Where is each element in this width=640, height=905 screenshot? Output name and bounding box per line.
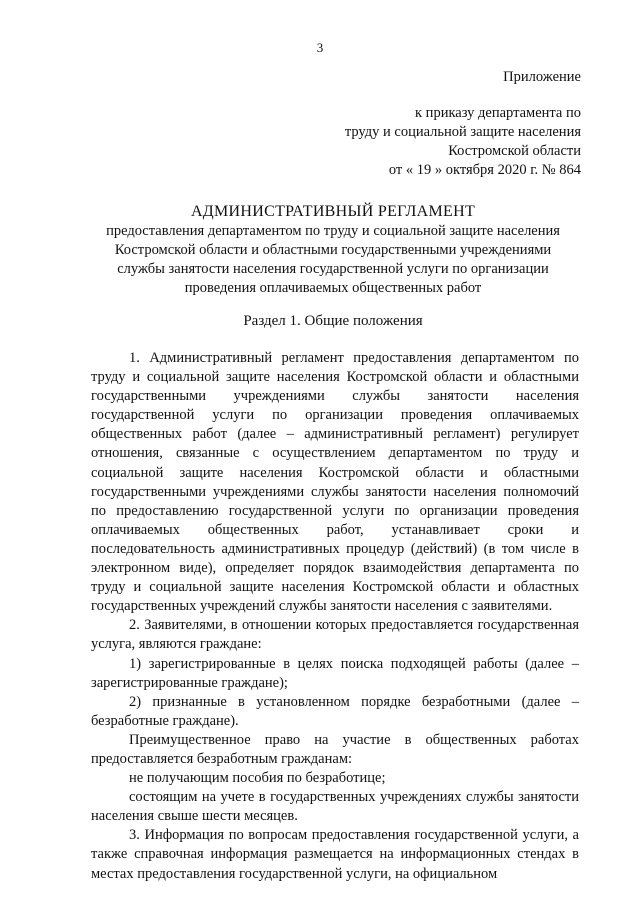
list-item: состоящим на учете в государственных учреждениях службы занятости населения свыше шести месяцев. [91, 789, 579, 825]
appendix-heading: Приложение [503, 69, 581, 85]
title-block [80, 202, 586, 298]
approval-line: к приказу департамента по [415, 105, 581, 121]
list-item: 1) зарегистрированные в целях поиска подходящей работы (далее – зарегистрированные граждане); [91, 655, 579, 691]
paragraph: 3. Информация по вопросам предоставления государственной услуги, а также справочная информация размещается на информационных стендах в местах предоставления государственной услуги, на официальном [91, 827, 579, 882]
paragraph: 1. Административный регламент предоставления департаментом по труду и социальной защите населения Костромской области и областными государственными учреждениями службы занятости населения государственной услуги по организации проведения оплачиваемых общественных работ (далее – административный регламент) регулирует отношения, связанные с осуществлением департаментом по труду и социальной защите населения Костромской области и областными государственными учреждениями службы занятости населения полномочий по предоставлению государственной услуги по организации проведения оплачиваемых общественных работ, устанавливает сроки и последовательность административных процедур (действий) (в том числе в электронном виде), определяет порядок взаимодействия департамента по труду и социальной защите населения Костромской области и областных государственных учреждений службы занятости населения с заявителями. [91, 350, 579, 615]
document-subtitle-line: Костромской области и областными государственными учреждениями [114, 242, 552, 258]
approval-line: труду и социальной защите населения [344, 124, 581, 140]
list-item: 2) признанные в установленном порядке безработными (далее – безработные граждане). [91, 693, 579, 729]
document-subtitle-line: предоставления департаментом по труду и социальной защите населения [106, 223, 560, 239]
approval-line: от « 19 » октября 2020 г. № 864 [388, 162, 581, 178]
section-title: Раздел 1. Общие положения [243, 313, 423, 329]
paragraph: 2. Заявителями, в отношении которых предоставляется государственная услуга, являются граждане: [91, 617, 579, 653]
document-title: АДМИНИСТРАТИВНЫЙ РЕГЛАМЕНТ [190, 203, 476, 220]
document-subtitle-line: проведения оплачиваемых общественных работ [184, 280, 482, 296]
paragraph: Преимущественное право на участие в общественных работах предоставляется безработным гражданам: [91, 731, 579, 767]
approval-line: Костромской области [448, 143, 581, 159]
list-item: не получающим пособия по безработице; [129, 770, 386, 787]
approval-block [345, 68, 581, 180]
page-number: 3 [316, 40, 324, 55]
document-subtitle-line: службы занятости населения государственной услуги по организации [117, 261, 549, 277]
document-body [91, 349, 579, 884]
